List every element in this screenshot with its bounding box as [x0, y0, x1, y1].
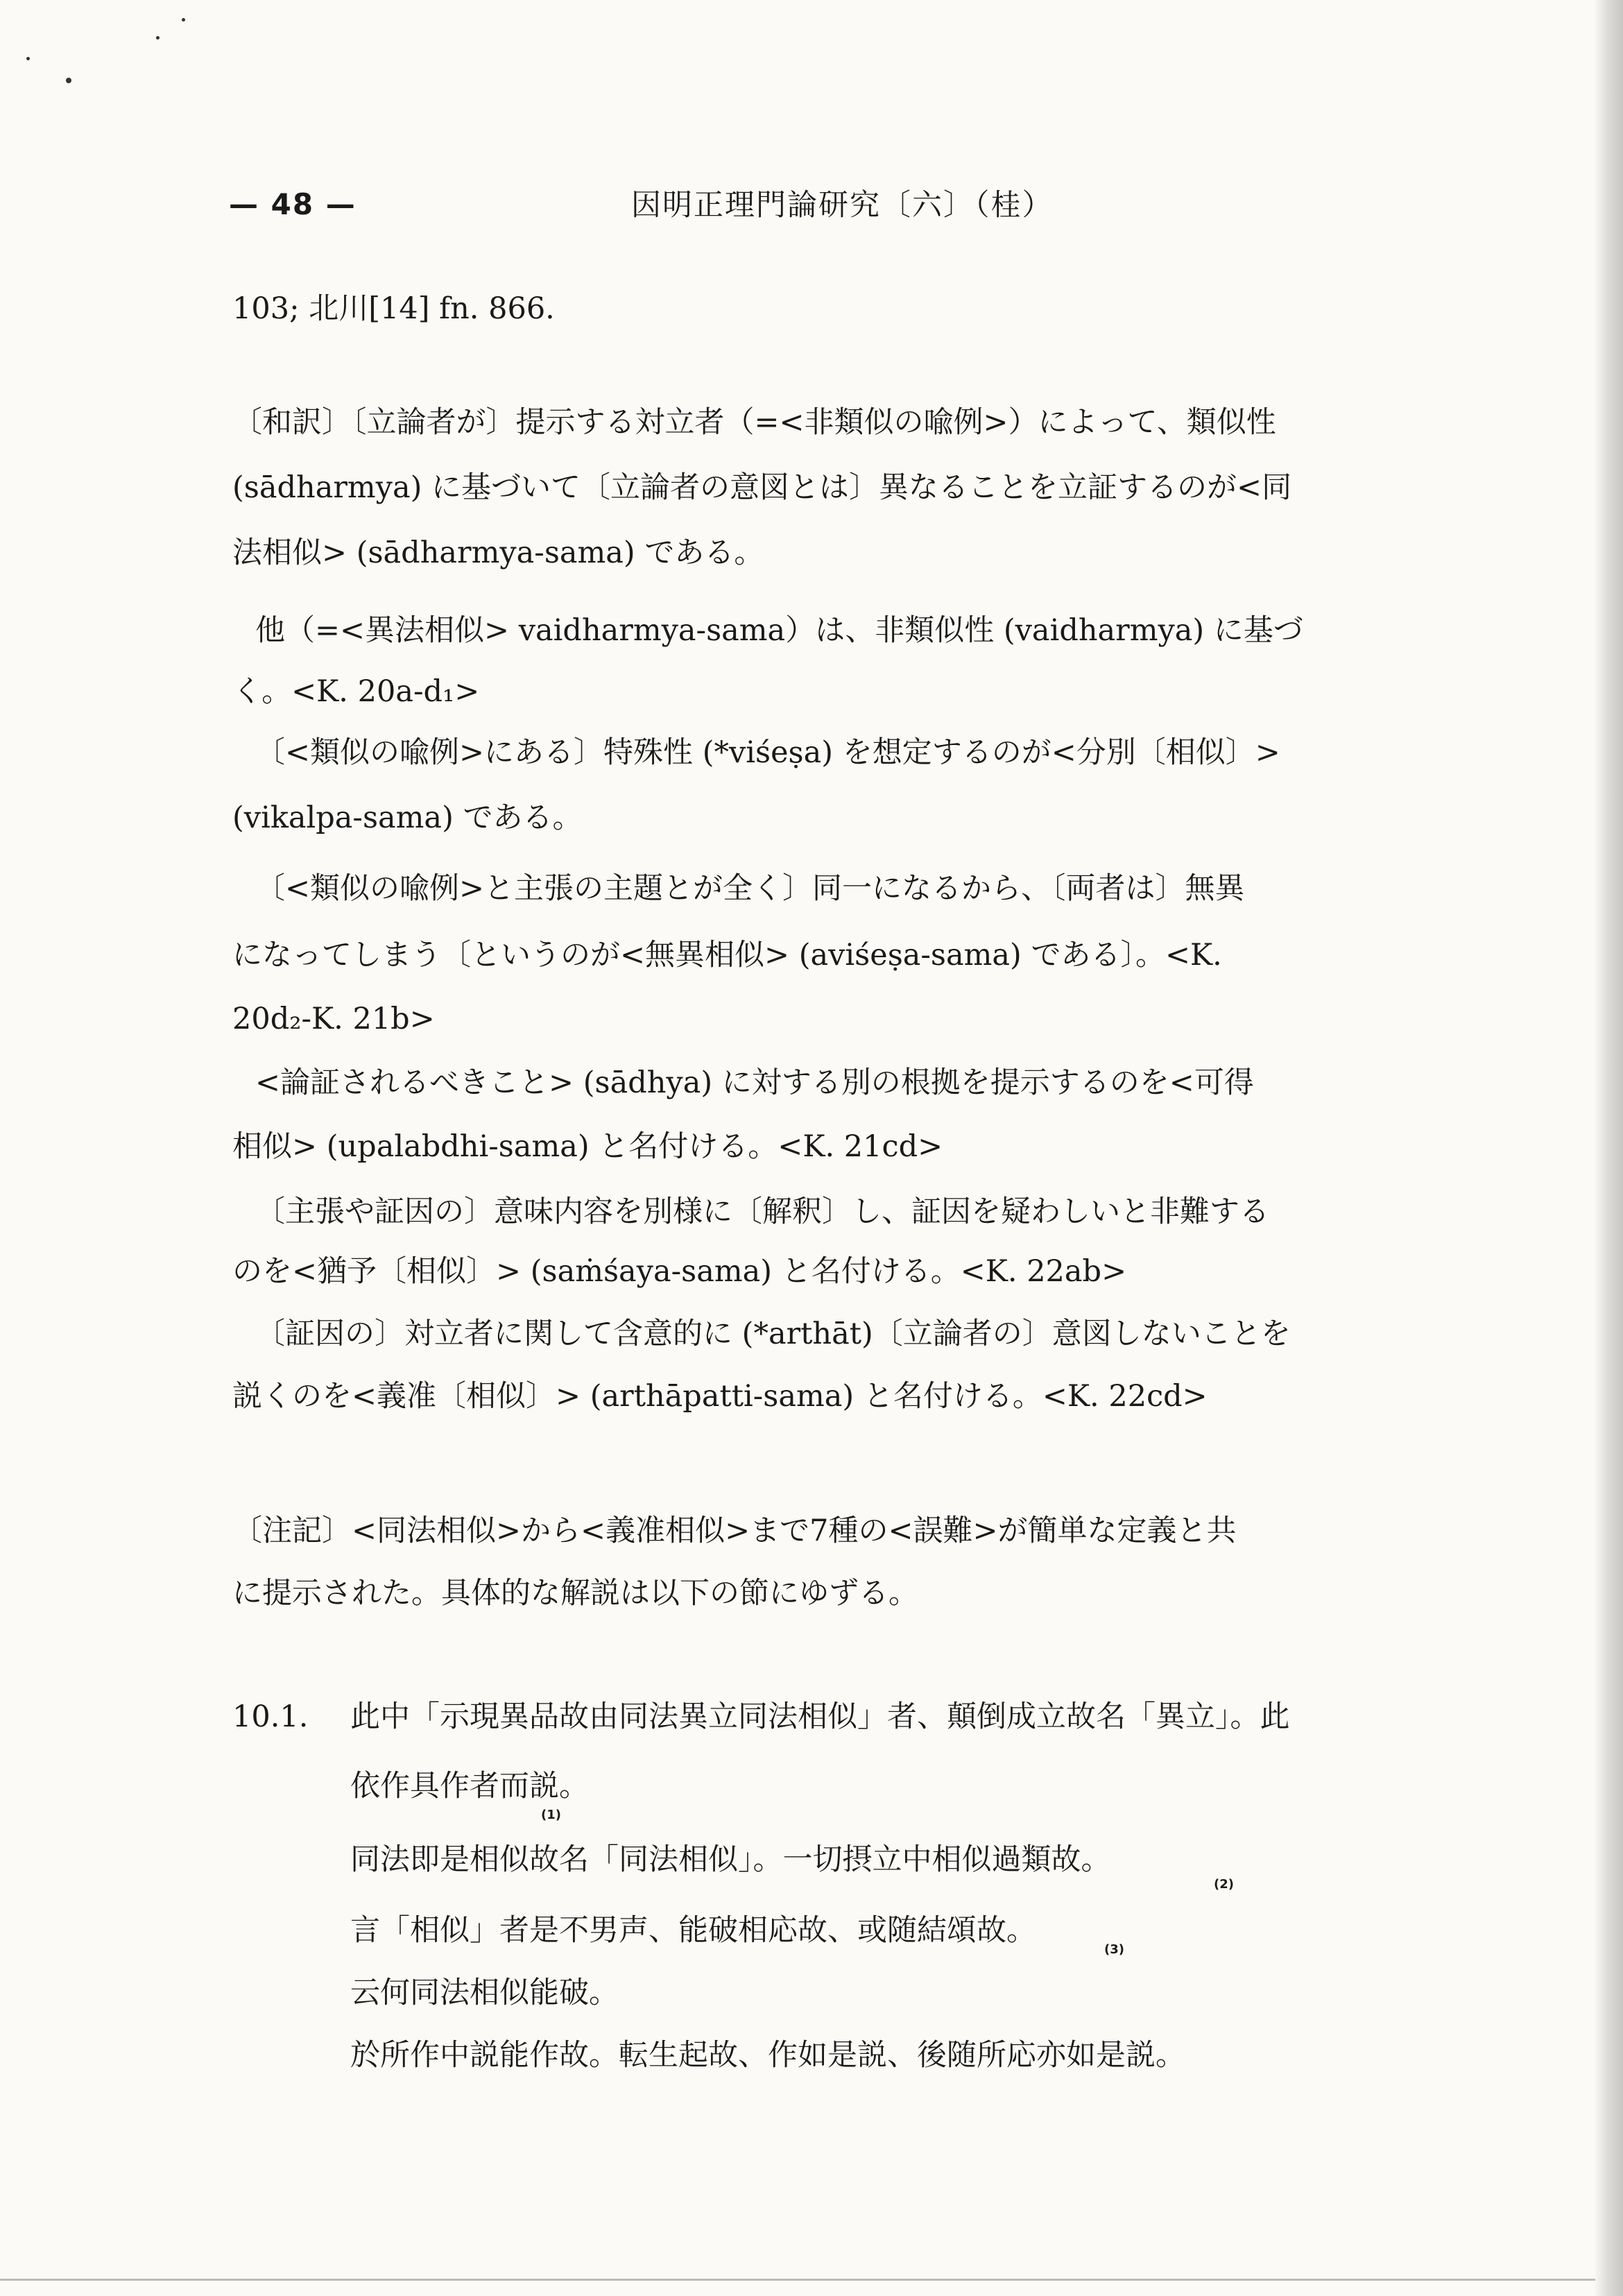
section-line: 同法即是相似故名「同法相似」。一切摂立中相似過類故。: [350, 1842, 1111, 1877]
text-line: (vikalpa-sama) である。: [232, 800, 583, 835]
text-line: く。<K. 20a-d₁>: [232, 674, 480, 709]
scan-speck: [182, 18, 185, 22]
text-line: 103; 北川[14] fn. 866.: [232, 291, 555, 326]
text-line: <論証されるべきこと> (sādhya) に対する別の根拠を提示するのを<可得: [255, 1065, 1254, 1100]
section-line: 云何同法相似能破。: [350, 1976, 619, 2010]
section-text: 此中「示現異品故由同法異立同法相似」者、顛倒成立故名「異立」。此: [350, 1699, 1290, 1734]
text-line: 〔<類似の喩例>にある〕特殊性 (*viśeṣa) を想定するのが<分別〔相似〕>: [255, 735, 1280, 770]
text-line: になってしまう〔というのが<無異相似> (aviśeṣa-sama) である〕。<K.: [232, 938, 1222, 973]
footnote-marker: (3): [1104, 1942, 1124, 1957]
running-title: 因明正理門論研究〔六〕（桂）: [631, 188, 1054, 223]
section-heading-line: [232, 1684, 1453, 1749]
section-line: 依作具作者而説。: [350, 1769, 589, 1804]
page-header: [229, 182, 1450, 237]
text-line: 〔和訳〕〔立論者が〕提示する対立者（=<非類似の喩例>）によって、類似性: [232, 405, 1276, 440]
scan-speck: [26, 57, 30, 60]
footnote-marker: (2): [1214, 1877, 1234, 1892]
text-line: 〔証因の〕対立者に関して含意的に (*arthāt)〔立論者の〕意図しないことを: [255, 1317, 1291, 1351]
page-number: — 48 —: [229, 187, 357, 221]
scan-bottom-rule: [0, 2279, 1595, 2281]
section-number: 10.1.: [232, 1699, 309, 1734]
section-line: 於所作中説能作故。転生起故、作如是説、後随所応亦如是説。: [350, 2038, 1185, 2073]
text-line: 20d₂-K. 21b>: [232, 1002, 435, 1036]
scan-speck: [156, 36, 160, 40]
note-line: 〔注記〕<同法相似>から<義准相似>まで7種の<誤難>が簡単な定義と共: [232, 1514, 1237, 1548]
text-line: 〔主張や証因の〕意味内容を別様に〔解釈〕し、証因を疑わしいと非難する: [255, 1194, 1269, 1229]
text-line: のを<猶予〔相似〕> (saṁśaya-sama) と名付ける。<K. 22ab>: [232, 1254, 1127, 1289]
note-line: に提示された。具体的な解説は以下の節にゆずる。: [232, 1576, 918, 1611]
footnote-marker: (1): [541, 1808, 561, 1822]
text-line: 説くのを<義准〔相似〕> (arthāpatti-sama) と名付ける。<K. 22cd>: [232, 1379, 1208, 1414]
section-line: 言「相似」者是不男声、能破相応故、或随結頌故。: [350, 1913, 1036, 1948]
text-line: 相似> (upalabdhi-sama) と名付ける。<K. 21cd>: [232, 1129, 943, 1164]
text-line: 法相似> (sādharmya-sama) である。: [232, 536, 764, 570]
text-line: 他（=<異法相似> vaidharmya-sama）は、非類似性 (vaidharmya) に基づ: [255, 613, 1303, 648]
scan-speck: [66, 78, 71, 83]
text-line: 〔<類似の喩例>と主張の主題とが全く〕同一になるから、〔両者は〕無異: [255, 871, 1245, 906]
scan-edge-shadow: [1594, 0, 1623, 2296]
text-line: (sādharmya) に基づいて〔立論者の意図とは〕異なることを立証するのが<同: [232, 470, 1292, 505]
